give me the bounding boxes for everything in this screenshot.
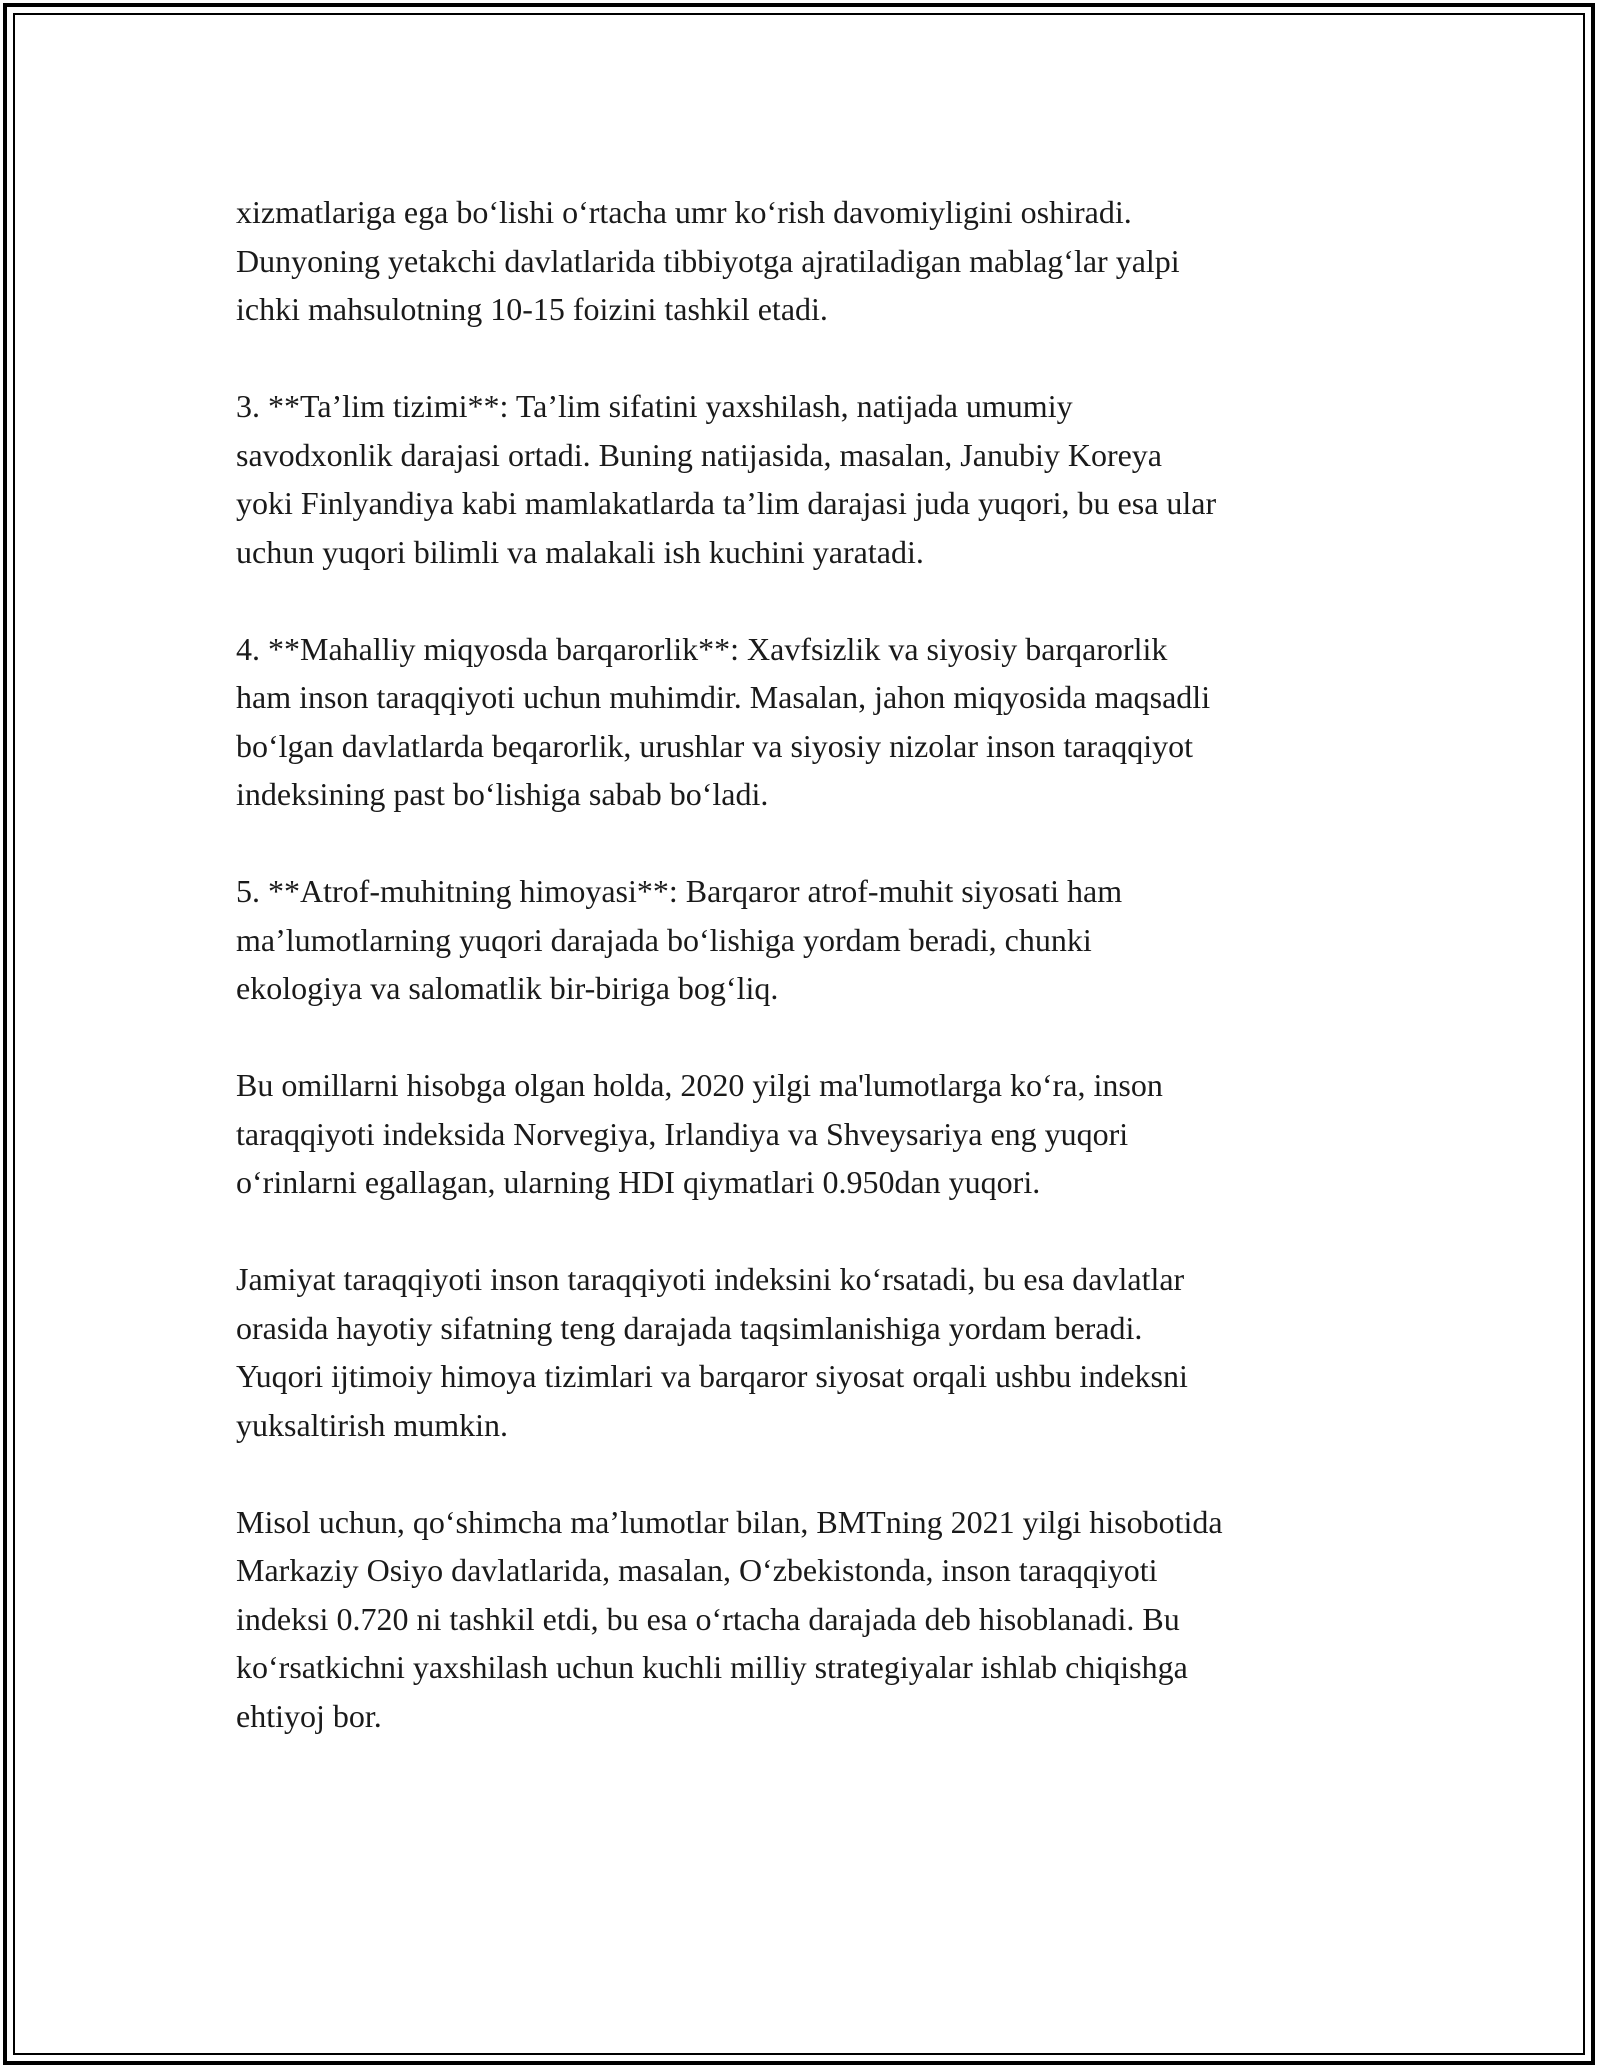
paragraph-education	[236, 382, 1396, 576]
text-line: ham inson taraqqiyoti uchun muhimdir. Masalan, jahon miqyosida maqsadli	[236, 679, 1211, 715]
text-line: taraqqiyoti indeksida Norvegiya, Irlandiya va Shveysariya eng yuqori	[236, 1115, 1129, 1152]
text-line: ko‘rsatkichni yaxshilash uchun kuchli milliy strategiyalar ishlab chiqishga	[236, 1649, 1188, 1685]
paragraph-society-development	[236, 1255, 1396, 1449]
paragraph-uzbekistan-example	[236, 1498, 1396, 1741]
text-line: indeksining past bo‘lishiga sabab bo‘ladi.	[236, 776, 769, 812]
text-line: ehtiyoj bor.	[236, 1697, 382, 1734]
paragraph-healthcare-continued	[236, 188, 1396, 334]
text-line: savodxonlik darajasi ortadi. Buning natijasida, masalan, Janubiy Koreya	[236, 436, 1162, 473]
text-line: Yuqori ijtimoiy himoya tizimlari va barqaror siyosat orqali ushbu indeksni	[236, 1358, 1188, 1394]
paragraph-environment	[236, 867, 1396, 1013]
text-line: uchun yuqori bilimli va malakali ish kuchini yaratadi.	[236, 533, 924, 570]
text-line: orasida hayotiy sifatning teng darajada taqsimlanishiga yordam beradi.	[236, 1309, 1143, 1346]
text-line: 4. **Mahalliy miqyosda barqarorlik**: Xavfsizlik va siyosiy barqarorlik	[236, 630, 1168, 667]
text-line: 3. **Ta’lim tizimi**: Ta’lim sifatini yaxshilash, natijada umumiy	[236, 388, 1073, 424]
text-line: Markaziy Osiyo davlatlarida, masalan, O‘zbekistonda, inson taraqqiyoti	[236, 1552, 1158, 1588]
text-line: Bu omillarni hisobga olgan holda, 2020 yilgi ma'lumotlarga ko‘ra, inson	[236, 1067, 1163, 1103]
text-line: ma’lumotlarning yuqori darajada bo‘lishiga yordam beradi, chunki	[236, 921, 1092, 958]
paragraph-hdi-2020	[236, 1061, 1396, 1207]
text-line: Misol uchun, qo‘shimcha ma’lumotlar bilan, BMTning 2021 yilgi hisobotida	[236, 1503, 1223, 1540]
paragraph-stability	[236, 625, 1396, 819]
text-line: o‘rinlarni egallagan, ularning HDI qiymatlari 0.950dan yuqori.	[236, 1164, 1041, 1200]
text-line: yoki Finlyandiya kabi mamlakatlarda ta’lim darajasi juda yuqori, bu esa ular	[236, 485, 1217, 521]
text-line: bo‘lgan davlatlarda beqarorlik, urushlar va siyosiy nizolar inson taraqqiyot	[236, 727, 1194, 764]
text-line: ichki mahsulotning 10-15 foizini tashkil etadi.	[236, 291, 828, 327]
document-body	[236, 188, 1396, 1789]
text-line: yuksaltirish mumkin.	[236, 1406, 508, 1443]
text-line: xizmatlariga ega bo‘lishi o‘rtacha umr ko‘rish davomiyligini oshiradi.	[236, 194, 1132, 230]
text-line: indeksi 0.720 ni tashkil etdi, bu esa o‘rtacha darajada deb hisoblanadi. Bu	[236, 1600, 1180, 1637]
text-line: 5. **Atrof-muhitning himoyasi**: Barqaror atrof-muhit siyosati ham	[236, 873, 1123, 909]
text-line: Dunyoning yetakchi davlatlarida tibbiyotga ajratiladigan mablag‘lar yalpi	[236, 242, 1180, 279]
text-line: ekologiya va salomatlik bir-biriga bog‘liq.	[236, 970, 779, 1006]
text-line: Jamiyat taraqqiyoti inson taraqqiyoti indeksini ko‘rsatadi, bu esa davlatlar	[236, 1261, 1185, 1297]
